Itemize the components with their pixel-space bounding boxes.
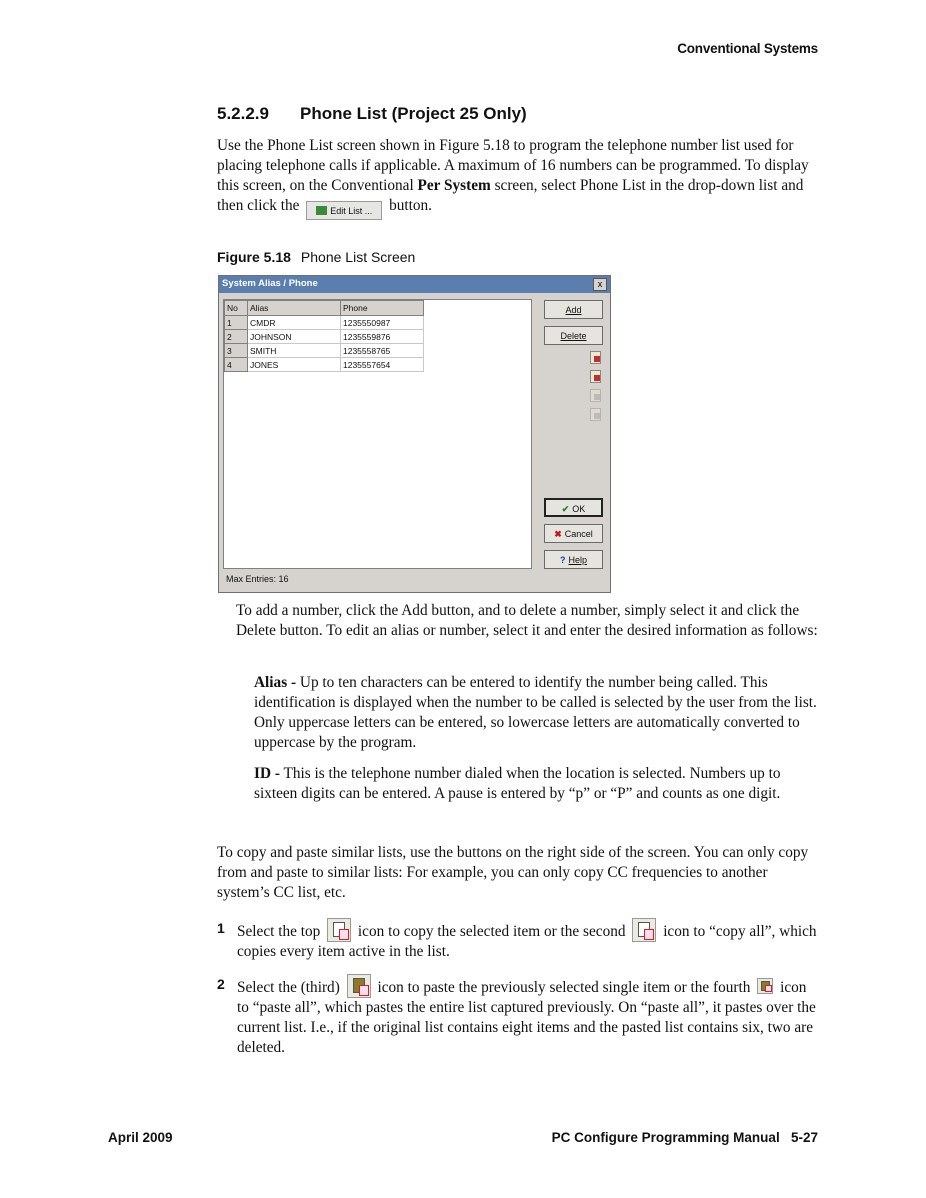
footer-manual: PC Configure Programming Manual (551, 1130, 780, 1145)
intro-text-3: button. (389, 197, 432, 214)
max-entries-label: Max Entries: 16 (226, 574, 289, 584)
footer-date: April 2009 (108, 1130, 173, 1145)
running-header: Conventional Systems (677, 41, 818, 56)
table-row[interactable]: 3 SMITH 1235558765 (225, 344, 424, 358)
edit-list-icon (316, 206, 327, 215)
col-alias[interactable]: Alias (248, 301, 341, 316)
x-icon: ✖ (554, 529, 562, 539)
figure-caption (217, 249, 415, 265)
dialog-title: System Alias / Phone (222, 278, 318, 289)
table-row[interactable]: 1 CMDR 1235550987 (225, 316, 424, 330)
edit-list-button-image: Edit List ... (306, 201, 382, 220)
copy-all-icon (632, 918, 656, 942)
col-phone[interactable]: Phone (341, 301, 424, 316)
copy-all-icon[interactable] (590, 370, 601, 383)
help-button[interactable]: ? Help (544, 550, 603, 569)
col-no[interactable]: No (225, 301, 248, 316)
step-number: 2 (217, 976, 225, 992)
check-icon: ✔ (561, 504, 570, 514)
id-definition: ID - This is the telephone number dialed when the location is selected. Numbers up to sixteen digits can be entered. A pause is entered by “p” or “P” and counts as one digit. (254, 765, 781, 802)
page-number: 5-27 (790, 1130, 818, 1145)
alias-term: Alias - (254, 674, 297, 691)
intro-paragraph (217, 136, 817, 220)
section-title: Phone List (Project 25 Only) (300, 104, 527, 123)
ok-button[interactable]: ✔ OK (544, 498, 603, 517)
section-number: 5.2.2.9 (217, 104, 269, 123)
alias-definition: Alias - Up to ten characters can be entered to identify the number being called. This identification is displayed when the number to be called is selected by the user from the list. Only uppercase letters can be entered, so lowercase letters are automatically converted to uppercase by the program. (254, 674, 817, 751)
per-system-term: Per System (417, 177, 491, 194)
phone-table (224, 300, 424, 372)
question-icon: ? (559, 555, 566, 565)
dialog-titlebar (219, 276, 610, 293)
figure-title: Phone List Screen (300, 249, 416, 265)
phone-list-dialog (218, 275, 611, 593)
add-delete-paragraph: To add a number, click the Add button, and to delete a number, simply select it and click the Delete button. To edit an alias or number, select it and enter the desired information as follows: (236, 602, 818, 639)
paste-icon[interactable] (590, 389, 601, 402)
step-2: 2 Select the (third) icon to paste the previously selected single item or the fourth icon to “paste all”, which pastes the entire list captured previously. On “paste all”, it pastes over the current list. I.e., if the original list contains eight items and the pasted list contains six, two are deleted. (217, 976, 816, 1056)
copy-icon[interactable] (590, 351, 601, 364)
cancel-button[interactable]: ✖ Cancel (544, 524, 603, 543)
footer-right (552, 1130, 818, 1145)
copy-paste-paragraph: To copy and paste similar lists, use the buttons on the right side of the screen. You can only copy from and paste to similar lists: For example, you can only copy CC frequencies to another system’s CC list, etc. (217, 844, 809, 901)
intro-text-2: screen, select Phone List in the drop-down list and then click the (217, 177, 804, 214)
add-button[interactable]: Add (544, 300, 603, 319)
paste-all-icon (757, 978, 773, 994)
step-1: 1 Select the top icon to copy the selected item or the second icon to “copy all”, which copies every item active in the list. (217, 920, 817, 960)
phone-grid[interactable] (223, 299, 532, 569)
section-heading (217, 104, 527, 124)
copy-icon (327, 918, 351, 942)
paste-all-icon[interactable] (590, 408, 601, 421)
id-term: ID - (254, 765, 280, 782)
table-row[interactable]: 2 JOHNSON 1235559876 (225, 330, 424, 344)
paste-icon (347, 974, 371, 998)
intro-text: Use the Phone List screen shown in Figure 5.18 to program the telephone number list used for placing telephone calls if applicable. A maximum of 16 numbers can be programmed. To display this screen, on the Conventional (217, 137, 809, 194)
close-icon[interactable]: x (593, 278, 607, 291)
figure-label: Figure 5.18 (217, 249, 291, 265)
table-row[interactable]: 4 JONES 1235557654 (225, 358, 424, 372)
delete-button[interactable]: Delete (544, 326, 603, 345)
step-number: 1 (217, 920, 225, 936)
